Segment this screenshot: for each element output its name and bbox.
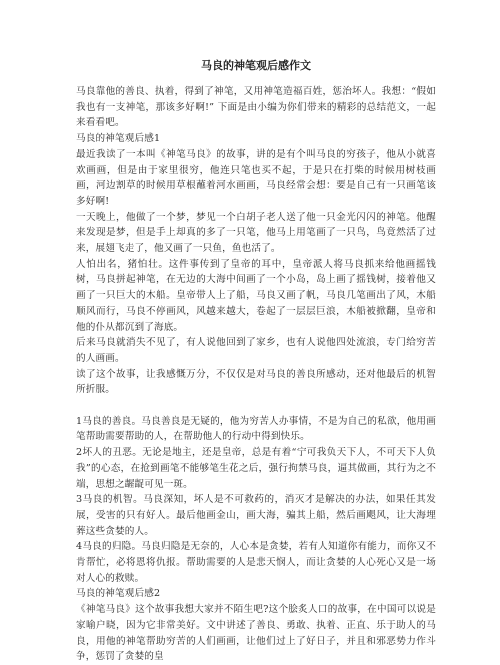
section-heading: 马良的神笔观后感2 <box>76 588 161 600</box>
numbered-paragraph: 1马良的善良。马良善良是无疑的，他为穷苦人办事情，不是为自己的私欲，他用画笔帮助需要帮助的人，在帮助他人的行动中得到快乐。 <box>76 415 436 443</box>
document-title: 马良的神笔观后感作文 <box>201 59 311 72</box>
paragraph-gap <box>76 398 436 414</box>
numbered-paragraph: 4马良的归隐。马良归隐是无奈的，人心本是贪婪，若有人知道你有能力，而你又不肯帮忙，必将恩将仇报。帮助需要的人是悲天悯人，而让贪婪的人心死心又是一场对人心的救赎。 <box>76 541 436 584</box>
body-paragraph: 最近我读了一本叫《神笔马良》的故事，讲的是有个叫马良的穷孩子，他从小就喜欢画画，但是由于家里很穷，他连只笔也买不起，于是只在打柴的时候用树枝画画，河边割草的时候用草根蘸着河水画画，马良经常会想：要是自己有一只画笔该多好啊! <box>76 148 436 207</box>
intro-paragraph: 马良靠他的善良、执着，得到了神笔，又用神笔造福百姓，惩治坏人。我想：“假如我也有一支神笔，那该多好啊!” 下面是由小编为你们带来的精彩的总结范文，一起来看看吧。 <box>76 86 436 129</box>
body-paragraph: 人怕出名，猪怕壮。这件事传到了皇帝的耳中，皇帝派人将马良抓来给他画摇钱树，马良拼起神笔，在无边的大海中间画了一个小岛，岛上画了摇钱树，接着他又画了一只巨大的木船。皇帝带人上了船，马良又画了帆，马良几笔画出了风，木船顺风而行，马良不停画风，风越来越大，卷起了一层层巨浪，木船被掀翻，皇帝和他的仆从都沉到了海底。 <box>76 258 436 333</box>
numbered-paragraph: 3马良的机智。马良深知，坏人是不可救药的，消灭才是解决的办法，如果任其发展，受害的只有好人。最后他画金山，画大海，骗其上船，然后画飓风，让大海埋葬这些贪婪的人。 <box>76 494 436 537</box>
document-body <box>76 84 436 665</box>
body-paragraph: 后来马良就消失不见了，有人说他回到了家乡，也有人说他四处流浪，专门给穷苦的人画画。 <box>76 337 436 364</box>
section-heading: 马良的神笔观后感1 <box>76 133 161 145</box>
body-paragraph: 读了这个故事，让我感慨万分，不仅仅是对马良的善良所感动，还对他最后的机智所折服。 <box>76 368 436 396</box>
body-paragraph: 一天晚上，他做了一个梦，梦见一个白胡子老人送了他一只金光闪闪的神笔。他醒来发现是梦，但是手上却真的多了一只笔，他马上用笔画了一只鸟，鸟竟然活了过来，展翅飞走了，他又画了一只鱼，鱼也活了。 <box>76 211 436 255</box>
numbered-paragraph: 2坏人的丑恶。无论是地主，还是皇帝，总是有着“宁可我负天下人，不可天下人负我”的心态，在抢到画笔不能够笔生花之后，强行拘禁马良，逼其做画，其行为之不端，思想之龌龊可见一斑。 <box>76 447 436 490</box>
body-paragraph: 《神笔马良》这个故事我想大家并不陌生吧?这个脍炙人口的故事，在中国可以说是家喻户晓，因为它非常美好。文中讲述了善良、勇敢、执着、正直、乐于助人的马良，用他的神笔帮助穷苦的人们画画，让他们过上了好日子，并且和邪恶势力作斗争，惩罚了贪婪的皇 <box>76 604 436 663</box>
